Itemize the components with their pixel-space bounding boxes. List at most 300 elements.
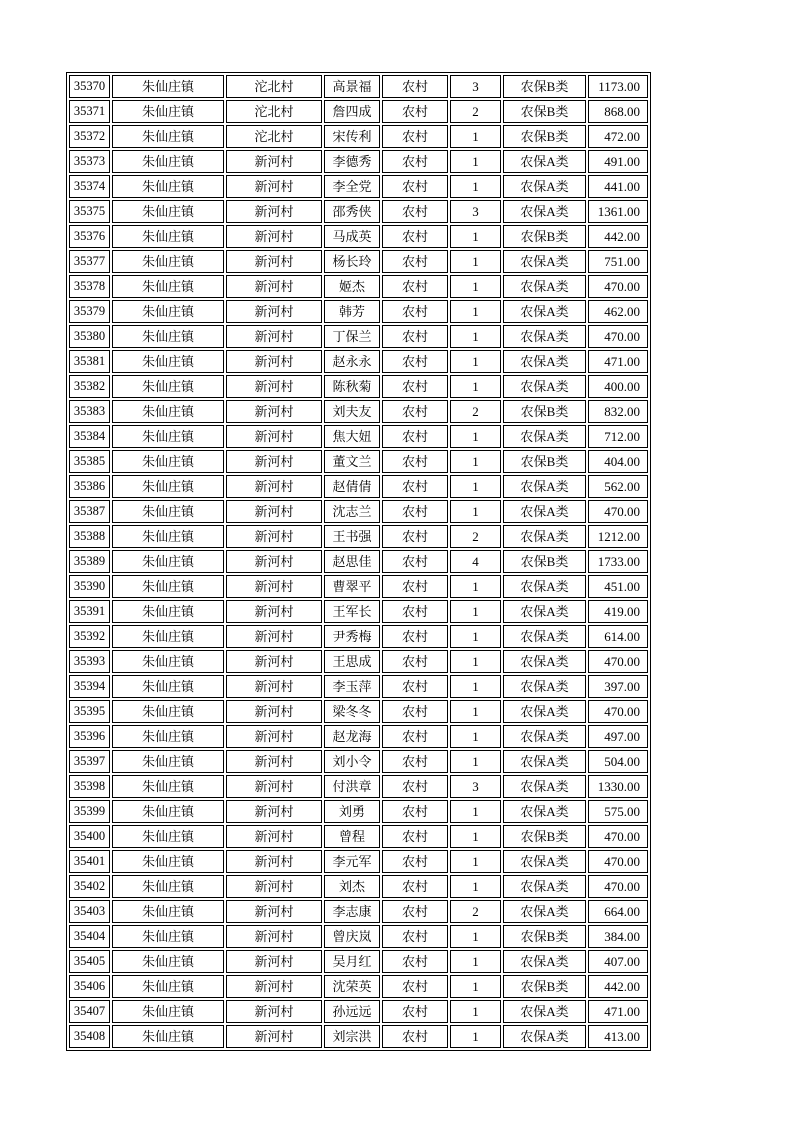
- cell-town: 朱仙庄镇: [112, 525, 224, 548]
- cell-person-count: 1: [450, 875, 501, 898]
- cell-insurance-category: 农保A类: [503, 500, 586, 523]
- table-row: [69, 775, 648, 798]
- cell-village: 新河村: [226, 850, 322, 873]
- cell-amount: 419.00: [588, 600, 648, 623]
- cell-household-type: 农村: [382, 700, 448, 723]
- table-row: [69, 600, 648, 623]
- cell-person-name: 詹四成: [324, 100, 380, 123]
- cell-amount: 470.00: [588, 325, 648, 348]
- cell-household-type: 农村: [382, 850, 448, 873]
- cell-village: 新河村: [226, 975, 322, 998]
- table-row: [69, 1025, 648, 1048]
- cell-household-type: 农村: [382, 300, 448, 323]
- cell-insurance-category: 农保A类: [503, 775, 586, 798]
- cell-household-type: 农村: [382, 650, 448, 673]
- cell-record-no: 35370: [69, 75, 110, 98]
- cell-person-count: 1: [450, 625, 501, 648]
- cell-village: 新河村: [226, 600, 322, 623]
- cell-town: 朱仙庄镇: [112, 200, 224, 223]
- cell-person-name: 陈秋菊: [324, 375, 380, 398]
- cell-record-no: 35385: [69, 450, 110, 473]
- table-row: [69, 425, 648, 448]
- cell-household-type: 农村: [382, 600, 448, 623]
- cell-town: 朱仙庄镇: [112, 750, 224, 773]
- cell-amount: 470.00: [588, 875, 648, 898]
- cell-town: 朱仙庄镇: [112, 925, 224, 948]
- cell-person-count: 1: [450, 500, 501, 523]
- cell-household-type: 农村: [382, 225, 448, 248]
- cell-village: 新河村: [226, 650, 322, 673]
- cell-amount: 462.00: [588, 300, 648, 323]
- cell-record-no: 35384: [69, 425, 110, 448]
- cell-person-name: 曹翠平: [324, 575, 380, 598]
- cell-town: 朱仙庄镇: [112, 675, 224, 698]
- cell-person-count: 1: [450, 700, 501, 723]
- table-row: [69, 100, 648, 123]
- cell-insurance-category: 农保A类: [503, 475, 586, 498]
- cell-town: 朱仙庄镇: [112, 1025, 224, 1048]
- cell-household-type: 农村: [382, 425, 448, 448]
- cell-village: 新河村: [226, 375, 322, 398]
- cell-town: 朱仙庄镇: [112, 650, 224, 673]
- cell-person-name: 姬杰: [324, 275, 380, 298]
- cell-town: 朱仙庄镇: [112, 350, 224, 373]
- table-row: [69, 1000, 648, 1023]
- cell-record-no: 35396: [69, 725, 110, 748]
- cell-household-type: 农村: [382, 125, 448, 148]
- table-row: [69, 75, 648, 98]
- cell-insurance-category: 农保A类: [503, 325, 586, 348]
- cell-village: 新河村: [226, 750, 322, 773]
- cell-insurance-category: 农保A类: [503, 950, 586, 973]
- cell-insurance-category: 农保A类: [503, 800, 586, 823]
- cell-village: 新河村: [226, 900, 322, 923]
- cell-person-count: 1: [450, 675, 501, 698]
- cell-amount: 470.00: [588, 500, 648, 523]
- cell-amount: 472.00: [588, 125, 648, 148]
- cell-person-count: 1: [450, 350, 501, 373]
- cell-record-no: 35393: [69, 650, 110, 673]
- cell-town: 朱仙庄镇: [112, 900, 224, 923]
- cell-village: 新河村: [226, 350, 322, 373]
- table-row: [69, 500, 648, 523]
- cell-town: 朱仙庄镇: [112, 75, 224, 98]
- cell-household-type: 农村: [382, 500, 448, 523]
- cell-town: 朱仙庄镇: [112, 975, 224, 998]
- cell-town: 朱仙庄镇: [112, 250, 224, 273]
- cell-insurance-category: 农保A类: [503, 1000, 586, 1023]
- cell-record-no: 35408: [69, 1025, 110, 1048]
- cell-household-type: 农村: [382, 900, 448, 923]
- cell-insurance-category: 农保A类: [503, 525, 586, 548]
- cell-village: 新河村: [226, 675, 322, 698]
- cell-amount: 384.00: [588, 925, 648, 948]
- cell-record-no: 35379: [69, 300, 110, 323]
- cell-town: 朱仙庄镇: [112, 625, 224, 648]
- cell-record-no: 35395: [69, 700, 110, 723]
- cell-amount: 471.00: [588, 1000, 648, 1023]
- cell-person-name: 王书强: [324, 525, 380, 548]
- table-row: [69, 900, 648, 923]
- cell-amount: 400.00: [588, 375, 648, 398]
- cell-record-no: 35402: [69, 875, 110, 898]
- cell-record-no: 35387: [69, 500, 110, 523]
- cell-person-name: 韩芳: [324, 300, 380, 323]
- table-row: [69, 725, 648, 748]
- cell-person-name: 李德秀: [324, 150, 380, 173]
- cell-person-count: 3: [450, 75, 501, 98]
- cell-person-name: 孙远远: [324, 1000, 380, 1023]
- cell-amount: 868.00: [588, 100, 648, 123]
- table-row: [69, 575, 648, 598]
- cell-record-no: 35403: [69, 900, 110, 923]
- cell-amount: 404.00: [588, 450, 648, 473]
- cell-person-name: 宋传利: [324, 125, 380, 148]
- cell-person-count: 1: [450, 225, 501, 248]
- cell-insurance-category: 农保B类: [503, 100, 586, 123]
- cell-household-type: 农村: [382, 950, 448, 973]
- cell-insurance-category: 农保B类: [503, 225, 586, 248]
- table-body: [69, 75, 648, 1048]
- cell-record-no: 35391: [69, 600, 110, 623]
- cell-record-no: 35372: [69, 125, 110, 148]
- cell-person-count: 1: [450, 725, 501, 748]
- cell-amount: 504.00: [588, 750, 648, 773]
- benefits-table: [66, 72, 651, 1051]
- cell-household-type: 农村: [382, 150, 448, 173]
- cell-person-count: 1: [450, 575, 501, 598]
- table-row: [69, 675, 648, 698]
- cell-record-no: 35392: [69, 625, 110, 648]
- cell-person-name: 李志康: [324, 900, 380, 923]
- cell-household-type: 农村: [382, 200, 448, 223]
- cell-town: 朱仙庄镇: [112, 500, 224, 523]
- cell-person-count: 1: [450, 450, 501, 473]
- cell-person-count: 3: [450, 775, 501, 798]
- cell-insurance-category: 农保A类: [503, 200, 586, 223]
- cell-amount: 614.00: [588, 625, 648, 648]
- cell-insurance-category: 农保A类: [503, 275, 586, 298]
- cell-person-name: 曾程: [324, 825, 380, 848]
- table-row: [69, 375, 648, 398]
- table-row: [69, 475, 648, 498]
- cell-town: 朱仙庄镇: [112, 550, 224, 573]
- cell-person-count: 1: [450, 275, 501, 298]
- cell-household-type: 农村: [382, 400, 448, 423]
- cell-person-count: 1: [450, 925, 501, 948]
- cell-amount: 413.00: [588, 1025, 648, 1048]
- cell-town: 朱仙庄镇: [112, 850, 224, 873]
- cell-record-no: 35397: [69, 750, 110, 773]
- table-row: [69, 175, 648, 198]
- cell-amount: 1330.00: [588, 775, 648, 798]
- cell-village: 新河村: [226, 875, 322, 898]
- cell-insurance-category: 农保A类: [503, 1025, 586, 1048]
- cell-amount: 470.00: [588, 650, 648, 673]
- cell-household-type: 农村: [382, 775, 448, 798]
- cell-village: 新河村: [226, 450, 322, 473]
- table-row: [69, 150, 648, 173]
- cell-household-type: 农村: [382, 975, 448, 998]
- cell-record-no: 35380: [69, 325, 110, 348]
- cell-record-no: 35371: [69, 100, 110, 123]
- cell-person-name: 刘宗洪: [324, 1025, 380, 1048]
- cell-record-no: 35404: [69, 925, 110, 948]
- cell-insurance-category: 农保A类: [503, 600, 586, 623]
- cell-village: 新河村: [226, 925, 322, 948]
- cell-record-no: 35374: [69, 175, 110, 198]
- cell-insurance-category: 农保B类: [503, 125, 586, 148]
- table-row: [69, 825, 648, 848]
- cell-person-count: 1: [450, 125, 501, 148]
- cell-person-name: 赵龙海: [324, 725, 380, 748]
- cell-village: 新河村: [226, 250, 322, 273]
- table-row: [69, 350, 648, 373]
- cell-town: 朱仙庄镇: [112, 700, 224, 723]
- cell-record-no: 35375: [69, 200, 110, 223]
- cell-village: 新河村: [226, 500, 322, 523]
- cell-record-no: 35373: [69, 150, 110, 173]
- cell-person-name: 沈志兰: [324, 500, 380, 523]
- cell-town: 朱仙庄镇: [112, 450, 224, 473]
- cell-village: 新河村: [226, 825, 322, 848]
- cell-record-no: 35378: [69, 275, 110, 298]
- cell-village: 新河村: [226, 200, 322, 223]
- cell-amount: 442.00: [588, 225, 648, 248]
- cell-person-name: 吴月红: [324, 950, 380, 973]
- cell-household-type: 农村: [382, 1025, 448, 1048]
- cell-person-count: 4: [450, 550, 501, 573]
- cell-record-no: 35382: [69, 375, 110, 398]
- cell-person-name: 曾庆岚: [324, 925, 380, 948]
- cell-person-count: 1: [450, 150, 501, 173]
- cell-household-type: 农村: [382, 550, 448, 573]
- cell-village: 新河村: [226, 325, 322, 348]
- cell-insurance-category: 农保A类: [503, 175, 586, 198]
- cell-person-count: 1: [450, 600, 501, 623]
- cell-person-name: 付洪章: [324, 775, 380, 798]
- cell-person-name: 刘小令: [324, 750, 380, 773]
- cell-person-count: 2: [450, 525, 501, 548]
- cell-village: 新河村: [226, 725, 322, 748]
- cell-record-no: 35390: [69, 575, 110, 598]
- table-row: [69, 625, 648, 648]
- cell-amount: 1212.00: [588, 525, 648, 548]
- cell-amount: 491.00: [588, 150, 648, 173]
- cell-person-name: 董文兰: [324, 450, 380, 473]
- cell-insurance-category: 农保A类: [503, 625, 586, 648]
- cell-village: 新河村: [226, 425, 322, 448]
- cell-village: 新河村: [226, 175, 322, 198]
- cell-insurance-category: 农保A类: [503, 575, 586, 598]
- cell-person-name: 刘夫友: [324, 400, 380, 423]
- cell-insurance-category: 农保B类: [503, 400, 586, 423]
- cell-village: 新河村: [226, 550, 322, 573]
- cell-person-name: 杨长玲: [324, 250, 380, 273]
- table-row: [69, 300, 648, 323]
- table-row: [69, 225, 648, 248]
- cell-town: 朱仙庄镇: [112, 1000, 224, 1023]
- cell-insurance-category: 农保A类: [503, 250, 586, 273]
- cell-person-name: 沈荣英: [324, 975, 380, 998]
- cell-person-count: 1: [450, 175, 501, 198]
- cell-person-name: 李元军: [324, 850, 380, 873]
- cell-person-count: 1: [450, 425, 501, 448]
- cell-insurance-category: 农保A类: [503, 425, 586, 448]
- cell-person-name: 赵倩倩: [324, 475, 380, 498]
- cell-person-count: 2: [450, 900, 501, 923]
- cell-insurance-category: 农保B类: [503, 550, 586, 573]
- cell-insurance-category: 农保A类: [503, 300, 586, 323]
- cell-person-count: 1: [450, 375, 501, 398]
- cell-record-no: 35401: [69, 850, 110, 873]
- cell-town: 朱仙庄镇: [112, 400, 224, 423]
- cell-person-count: 1: [450, 1000, 501, 1023]
- cell-household-type: 农村: [382, 725, 448, 748]
- cell-person-name: 丁保兰: [324, 325, 380, 348]
- cell-person-name: 尹秀梅: [324, 625, 380, 648]
- cell-insurance-category: 农保B类: [503, 975, 586, 998]
- table-row: [69, 750, 648, 773]
- cell-household-type: 农村: [382, 675, 448, 698]
- cell-person-count: 2: [450, 400, 501, 423]
- cell-amount: 470.00: [588, 700, 648, 723]
- cell-amount: 1361.00: [588, 200, 648, 223]
- cell-town: 朱仙庄镇: [112, 375, 224, 398]
- table-row: [69, 250, 648, 273]
- cell-record-no: 35381: [69, 350, 110, 373]
- cell-village: 新河村: [226, 1025, 322, 1048]
- cell-town: 朱仙庄镇: [112, 150, 224, 173]
- cell-insurance-category: 农保A类: [503, 675, 586, 698]
- cell-person-count: 1: [450, 825, 501, 848]
- cell-insurance-category: 农保A类: [503, 350, 586, 373]
- table-row: [69, 525, 648, 548]
- cell-record-no: 35405: [69, 950, 110, 973]
- cell-person-count: 1: [450, 800, 501, 823]
- cell-record-no: 35400: [69, 825, 110, 848]
- cell-person-count: 1: [450, 325, 501, 348]
- cell-insurance-category: 农保A类: [503, 650, 586, 673]
- cell-household-type: 农村: [382, 750, 448, 773]
- cell-person-count: 1: [450, 1025, 501, 1048]
- cell-person-name: 刘杰: [324, 875, 380, 898]
- cell-insurance-category: 农保A类: [503, 375, 586, 398]
- cell-village: 新河村: [226, 800, 322, 823]
- cell-village: 新河村: [226, 1000, 322, 1023]
- cell-person-name: 梁冬冬: [324, 700, 380, 723]
- cell-insurance-category: 农保A类: [503, 750, 586, 773]
- table-row: [69, 125, 648, 148]
- cell-town: 朱仙庄镇: [112, 275, 224, 298]
- table-row: [69, 950, 648, 973]
- cell-amount: 664.00: [588, 900, 648, 923]
- cell-household-type: 农村: [382, 275, 448, 298]
- cell-town: 朱仙庄镇: [112, 125, 224, 148]
- cell-town: 朱仙庄镇: [112, 775, 224, 798]
- cell-person-name: 刘勇: [324, 800, 380, 823]
- cell-record-no: 35398: [69, 775, 110, 798]
- cell-village: 新河村: [226, 400, 322, 423]
- cell-town: 朱仙庄镇: [112, 175, 224, 198]
- cell-amount: 1733.00: [588, 550, 648, 573]
- cell-village: 新河村: [226, 275, 322, 298]
- cell-town: 朱仙庄镇: [112, 100, 224, 123]
- cell-person-count: 1: [450, 950, 501, 973]
- cell-household-type: 农村: [382, 475, 448, 498]
- cell-person-count: 1: [450, 850, 501, 873]
- cell-town: 朱仙庄镇: [112, 575, 224, 598]
- cell-town: 朱仙庄镇: [112, 425, 224, 448]
- cell-person-name: 赵永永: [324, 350, 380, 373]
- cell-amount: 470.00: [588, 825, 648, 848]
- cell-person-name: 焦大妞: [324, 425, 380, 448]
- cell-town: 朱仙庄镇: [112, 950, 224, 973]
- cell-insurance-category: 农保B类: [503, 825, 586, 848]
- cell-town: 朱仙庄镇: [112, 800, 224, 823]
- cell-amount: 451.00: [588, 575, 648, 598]
- cell-town: 朱仙庄镇: [112, 325, 224, 348]
- cell-record-no: 35377: [69, 250, 110, 273]
- cell-record-no: 35394: [69, 675, 110, 698]
- cell-person-name: 邵秀侠: [324, 200, 380, 223]
- cell-town: 朱仙庄镇: [112, 300, 224, 323]
- cell-record-no: 35389: [69, 550, 110, 573]
- cell-household-type: 农村: [382, 925, 448, 948]
- cell-amount: 712.00: [588, 425, 648, 448]
- cell-person-name: 王军长: [324, 600, 380, 623]
- cell-town: 朱仙庄镇: [112, 600, 224, 623]
- cell-person-count: 2: [450, 100, 501, 123]
- cell-village: 新河村: [226, 475, 322, 498]
- cell-person-count: 1: [450, 975, 501, 998]
- cell-record-no: 35388: [69, 525, 110, 548]
- cell-village: 沱北村: [226, 100, 322, 123]
- cell-person-name: 李全党: [324, 175, 380, 198]
- cell-household-type: 农村: [382, 575, 448, 598]
- cell-person-count: 1: [450, 250, 501, 273]
- cell-person-name: 李玉萍: [324, 675, 380, 698]
- cell-record-no: 35383: [69, 400, 110, 423]
- cell-town: 朱仙庄镇: [112, 475, 224, 498]
- cell-person-count: 1: [450, 650, 501, 673]
- table-row: [69, 975, 648, 998]
- cell-record-no: 35407: [69, 1000, 110, 1023]
- cell-insurance-category: 农保A类: [503, 150, 586, 173]
- cell-household-type: 农村: [382, 250, 448, 273]
- cell-record-no: 35406: [69, 975, 110, 998]
- cell-record-no: 35386: [69, 475, 110, 498]
- cell-village: 新河村: [226, 625, 322, 648]
- cell-insurance-category: 农保B类: [503, 925, 586, 948]
- cell-amount: 832.00: [588, 400, 648, 423]
- cell-village: 沱北村: [226, 75, 322, 98]
- table-row: [69, 875, 648, 898]
- table-row: [69, 800, 648, 823]
- table-row: [69, 275, 648, 298]
- cell-amount: 441.00: [588, 175, 648, 198]
- cell-amount: 471.00: [588, 350, 648, 373]
- cell-town: 朱仙庄镇: [112, 875, 224, 898]
- table-row: [69, 400, 648, 423]
- cell-household-type: 农村: [382, 325, 448, 348]
- cell-household-type: 农村: [382, 875, 448, 898]
- cell-village: 新河村: [226, 700, 322, 723]
- table-row: [69, 325, 648, 348]
- table-row: [69, 450, 648, 473]
- cell-insurance-category: 农保A类: [503, 850, 586, 873]
- cell-record-no: 35376: [69, 225, 110, 248]
